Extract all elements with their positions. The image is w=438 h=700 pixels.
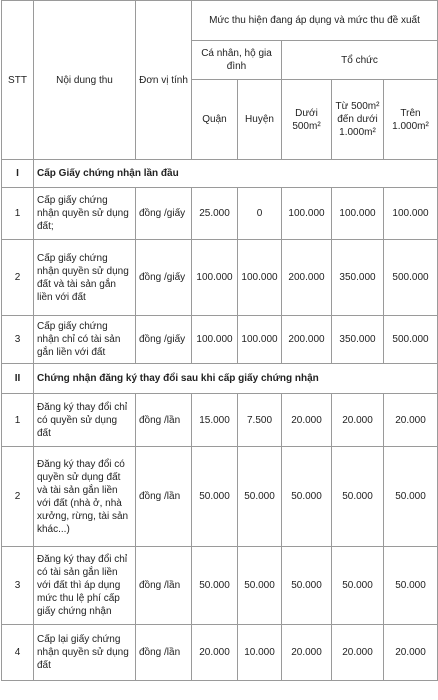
row-value: 50.000: [384, 447, 438, 547]
row-stt: 3: [2, 316, 34, 364]
row-value: 50.000: [282, 547, 332, 625]
row-unit: đồng /lần: [136, 547, 192, 625]
row-stt: 2: [2, 240, 34, 316]
row-value: 20.000: [384, 394, 438, 447]
section-title: Chứng nhận đăng ký thay đổi sau khi cấp giấy chứng nhận: [34, 364, 438, 394]
header-500-1000: Từ 500m² đến dưới 1.000m²: [332, 80, 384, 160]
row-value: 20.000: [332, 394, 384, 447]
row-value: 10.000: [238, 625, 282, 681]
header-district-urban: Quận: [192, 80, 238, 160]
row-value: 50.000: [192, 547, 238, 625]
row-value: 20.000: [332, 625, 384, 681]
row-value: 100.000: [238, 240, 282, 316]
section-row: [2, 160, 438, 188]
row-stt: 1: [2, 394, 34, 447]
row-value: 20.000: [384, 625, 438, 681]
row-value: 50.000: [384, 547, 438, 625]
row-value: 20.000: [192, 625, 238, 681]
row-value: 50.000: [282, 447, 332, 547]
table-row: [2, 547, 438, 625]
row-value: 100.000: [282, 188, 332, 240]
row-value: 100.000: [192, 316, 238, 364]
fee-table: [1, 0, 438, 681]
row-value: 50.000: [332, 447, 384, 547]
row-value: 500.000: [384, 316, 438, 364]
row-unit: đồng /giấy: [136, 188, 192, 240]
row-content: Đăng ký thay đổi chỉ có tài sản gắn liền với đất thì áp dụng mức thu lệ phí cấp giấy chứng nhận: [34, 547, 136, 625]
section-number: II: [2, 364, 34, 394]
table-row: [2, 188, 438, 240]
row-value: 25.000: [192, 188, 238, 240]
row-unit: đồng /lần: [136, 625, 192, 681]
row-stt: 4: [2, 625, 34, 681]
row-value: 50.000: [332, 547, 384, 625]
row-value: 200.000: [282, 240, 332, 316]
table-row: [2, 625, 438, 681]
row-value: 100.000: [332, 188, 384, 240]
section-number: I: [2, 160, 34, 188]
header-organization: Tổ chức: [282, 41, 438, 80]
row-content: Đăng ký thay đổi có quyền sử dụng đất và tài sản gắn liền với đất (nhà ở, nhà xưởng, rừng, tài sản khác...): [34, 447, 136, 547]
header-stt: STT: [2, 1, 34, 160]
row-value: 350.000: [332, 240, 384, 316]
row-value: 50.000: [238, 547, 282, 625]
row-value: 20.000: [282, 394, 332, 447]
section-title: Cấp Giấy chứng nhận lần đầu: [34, 160, 438, 188]
header-over-1000: Trên 1.000m²: [384, 80, 438, 160]
header-individual: Cá nhân, hộ gia đình: [192, 41, 282, 80]
row-unit: đồng /giấy: [136, 240, 192, 316]
row-stt: 2: [2, 447, 34, 547]
row-value: 50.000: [238, 447, 282, 547]
row-content: Cấp giấy chứng nhận chỉ có tài sản gắn liền với đất: [34, 316, 136, 364]
table-row: [2, 394, 438, 447]
header-unit: Đơn vị tính: [136, 1, 192, 160]
row-stt: 1: [2, 188, 34, 240]
row-unit: đồng /lần: [136, 447, 192, 547]
row-value: 20.000: [282, 625, 332, 681]
row-content: Cấp lại giấy chứng nhận quyền sử dụng đất: [34, 625, 136, 681]
header-district-rural: Huyện: [238, 80, 282, 160]
row-value: 50.000: [192, 447, 238, 547]
fee-table-container: [1, 0, 437, 681]
row-value: 100.000: [192, 240, 238, 316]
row-content: Cấp giấy chứng nhận quyền sử dụng đất;: [34, 188, 136, 240]
table-row: [2, 447, 438, 547]
row-content: Cấp giấy chứng nhận quyền sử dụng đất và tài sản gắn liền với đất: [34, 240, 136, 316]
row-unit: đồng /giấy: [136, 316, 192, 364]
row-unit: đồng /lần: [136, 394, 192, 447]
row-value: 200.000: [282, 316, 332, 364]
header-content: Nội dung thu: [34, 1, 136, 160]
section-row: [2, 364, 438, 394]
header-fee-group: Mức thu hiện đang áp dụng và mức thu đề xuất: [192, 1, 438, 41]
row-value: 15.000: [192, 394, 238, 447]
table-row: [2, 240, 438, 316]
row-value: 350.000: [332, 316, 384, 364]
row-content: Đăng ký thay đổi chỉ có quyền sử dụng đất: [34, 394, 136, 447]
row-value: 7.500: [238, 394, 282, 447]
row-value: 100.000: [384, 188, 438, 240]
table-row: [2, 316, 438, 364]
header-under-500: Dưới 500m²: [282, 80, 332, 160]
row-value: 500.000: [384, 240, 438, 316]
row-value: 100.000: [238, 316, 282, 364]
row-value: 0: [238, 188, 282, 240]
row-stt: 3: [2, 547, 34, 625]
